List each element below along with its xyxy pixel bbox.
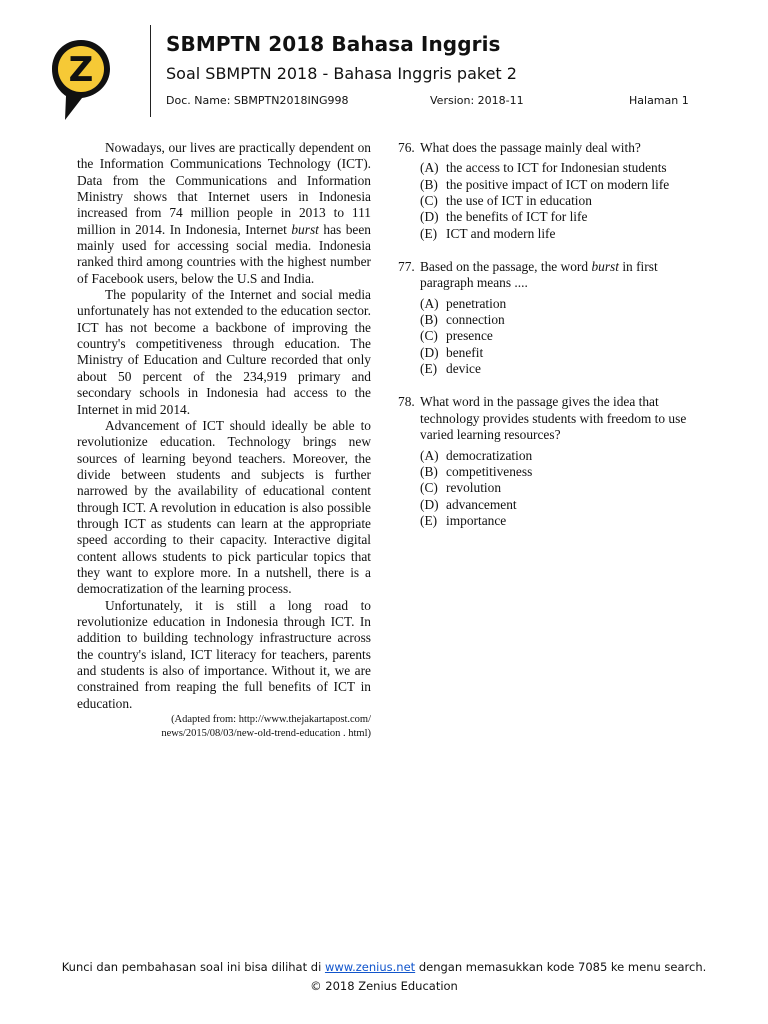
- page-number: Halaman 1: [629, 94, 689, 107]
- document-subtitle: Soal SBMPTN 2018 - Bahasa Inggris paket 2: [166, 64, 517, 83]
- option-text: connection: [446, 312, 505, 328]
- copyright: © 2018 Zenius Education: [310, 979, 458, 993]
- option-label: (C): [420, 480, 438, 496]
- question-number: 78.: [398, 394, 415, 410]
- passage-paragraph: Unfortunately, it is still a long road to revolutionize education in Indonesia through ICT. In addition to building technology infrastructure across the country's island, ICT literacy for teachers, parents and students is also of importance. Without it, we are constrained from reaping the full benefits of ICT in education.: [77, 597, 371, 711]
- option-label: (D): [420, 496, 439, 512]
- option-text: the benefits of ICT for life: [446, 209, 588, 225]
- option-label: (A): [420, 160, 439, 176]
- option-label: (D): [420, 344, 439, 360]
- option-text: ICT and modern life: [446, 225, 556, 241]
- option-text: the use of ICT in education: [446, 193, 592, 209]
- option-text: the access to ICT for Indonesian students: [446, 160, 667, 176]
- header-divider: [150, 25, 151, 117]
- question-78: [398, 394, 692, 529]
- option-text: penetration: [446, 295, 507, 311]
- emphasized-word: burst: [291, 221, 319, 237]
- option-text: democratization: [446, 447, 533, 463]
- option: [420, 193, 692, 209]
- option-label: (B): [420, 463, 438, 479]
- option-label: (A): [420, 447, 439, 463]
- reading-passage: [77, 140, 371, 741]
- source-line: news/2015/08/03/new-old-trend-education . html): [161, 728, 371, 740]
- option: [420, 312, 692, 328]
- footer: [0, 958, 768, 996]
- passage-source: [77, 713, 371, 741]
- option: [420, 160, 692, 176]
- option: [420, 209, 692, 225]
- zenius-logo: [50, 38, 112, 122]
- option-label: (B): [420, 176, 438, 192]
- question-number: 76.: [398, 140, 415, 155]
- text: has been mainly used for accessing social media. Indonesia ranked third among countries with the highest number of Facebook users, below the U.S and India.: [77, 221, 372, 286]
- question-76: [398, 140, 692, 242]
- option: [420, 464, 692, 480]
- option: [420, 480, 692, 496]
- option: [420, 497, 692, 513]
- option: [420, 328, 692, 344]
- option: [420, 513, 692, 529]
- option-label: (E): [420, 512, 438, 528]
- text: Nowadays, our lives are practically dependent on the Information Communications Technology (ICT). Data from the Communications and Information Ministry shows that Internet users in Indonesia increased from 74 million people in 2013 to 111 million in 2014. In Indonesia, Internet: [77, 140, 371, 237]
- text: in first paragraph means ....: [420, 259, 658, 291]
- question-text: What word in the passage gives the idea that technology provides students with freedom to use varied learning resources?: [420, 394, 687, 443]
- option-text: device: [446, 361, 481, 377]
- document-title: SBMPTN 2018 Bahasa Inggris: [166, 32, 501, 56]
- passage-paragraph: The popularity of the Internet and social media unfortunately has not extended to the education sector. ICT has not become a backbone of improving the country's competitiveness through education. The Ministry of Education and Culture recorded that only about 50 percent of the 234,919 primary and secondary schools in Indonesia had access to the Internet in mid 2014.: [77, 287, 371, 417]
- option: [420, 296, 692, 312]
- option-label: (C): [420, 328, 438, 344]
- source-line: (Adapted from: http://www.thejakartapost.com/: [171, 714, 371, 726]
- doc-name: Doc. Name: SBMPTN2018ING998: [166, 94, 349, 107]
- svg-text:Z: Z: [68, 50, 94, 90]
- option-label: (A): [420, 295, 439, 311]
- option-text: revolution: [446, 480, 502, 496]
- option-label: (E): [420, 361, 438, 377]
- option: [420, 448, 692, 464]
- emphasized-word: burst: [591, 259, 619, 275]
- option-text: benefit: [446, 344, 484, 360]
- option-label: (C): [420, 193, 438, 209]
- option-label: (E): [420, 225, 438, 241]
- option: [420, 361, 692, 377]
- zenius-link[interactable]: www.zenius.net: [324, 960, 416, 974]
- option: [420, 345, 692, 361]
- question-77: [398, 259, 692, 377]
- text: Based on the passage, the word: [420, 259, 592, 275]
- option-text: importance: [446, 512, 507, 528]
- option-text: competitiveness: [446, 463, 533, 479]
- doc-version: Version: 2018-11: [430, 94, 524, 107]
- text: dengan memasukkan kode 7085 ke menu search.: [415, 960, 707, 974]
- questions: [398, 140, 692, 546]
- question-text: [420, 259, 692, 292]
- passage-paragraph: [77, 140, 371, 287]
- footer-note: [0, 958, 768, 977]
- text: Kunci dan pembahasan soal ini bisa dilihat di: [61, 960, 325, 974]
- question-number: 77.: [398, 259, 415, 275]
- question-text: What does the passage mainly deal with?: [420, 140, 641, 155]
- option-text: the positive impact of ICT on modern life: [446, 176, 670, 192]
- option: [420, 226, 692, 242]
- option-text: presence: [446, 328, 493, 344]
- option-label: (B): [420, 312, 438, 328]
- option: [420, 177, 692, 193]
- passage-paragraph: Advancement of ICT should ideally be able to revolutionize education. Technology brings new sources of learning beyond teachers. Moreover, the divide between students and subjects is further narrowed by the availability of educational content through ICT. A revolution in education is also possible through ICT as students can learn at the appropriate speed according to their capacity. Interactive digital content allows students to pick particular topics that they want to explore more. In a nutshell, there is a democratization of the learning process.: [77, 417, 371, 597]
- option-text: advancement: [446, 496, 517, 512]
- option-label: (D): [420, 209, 439, 225]
